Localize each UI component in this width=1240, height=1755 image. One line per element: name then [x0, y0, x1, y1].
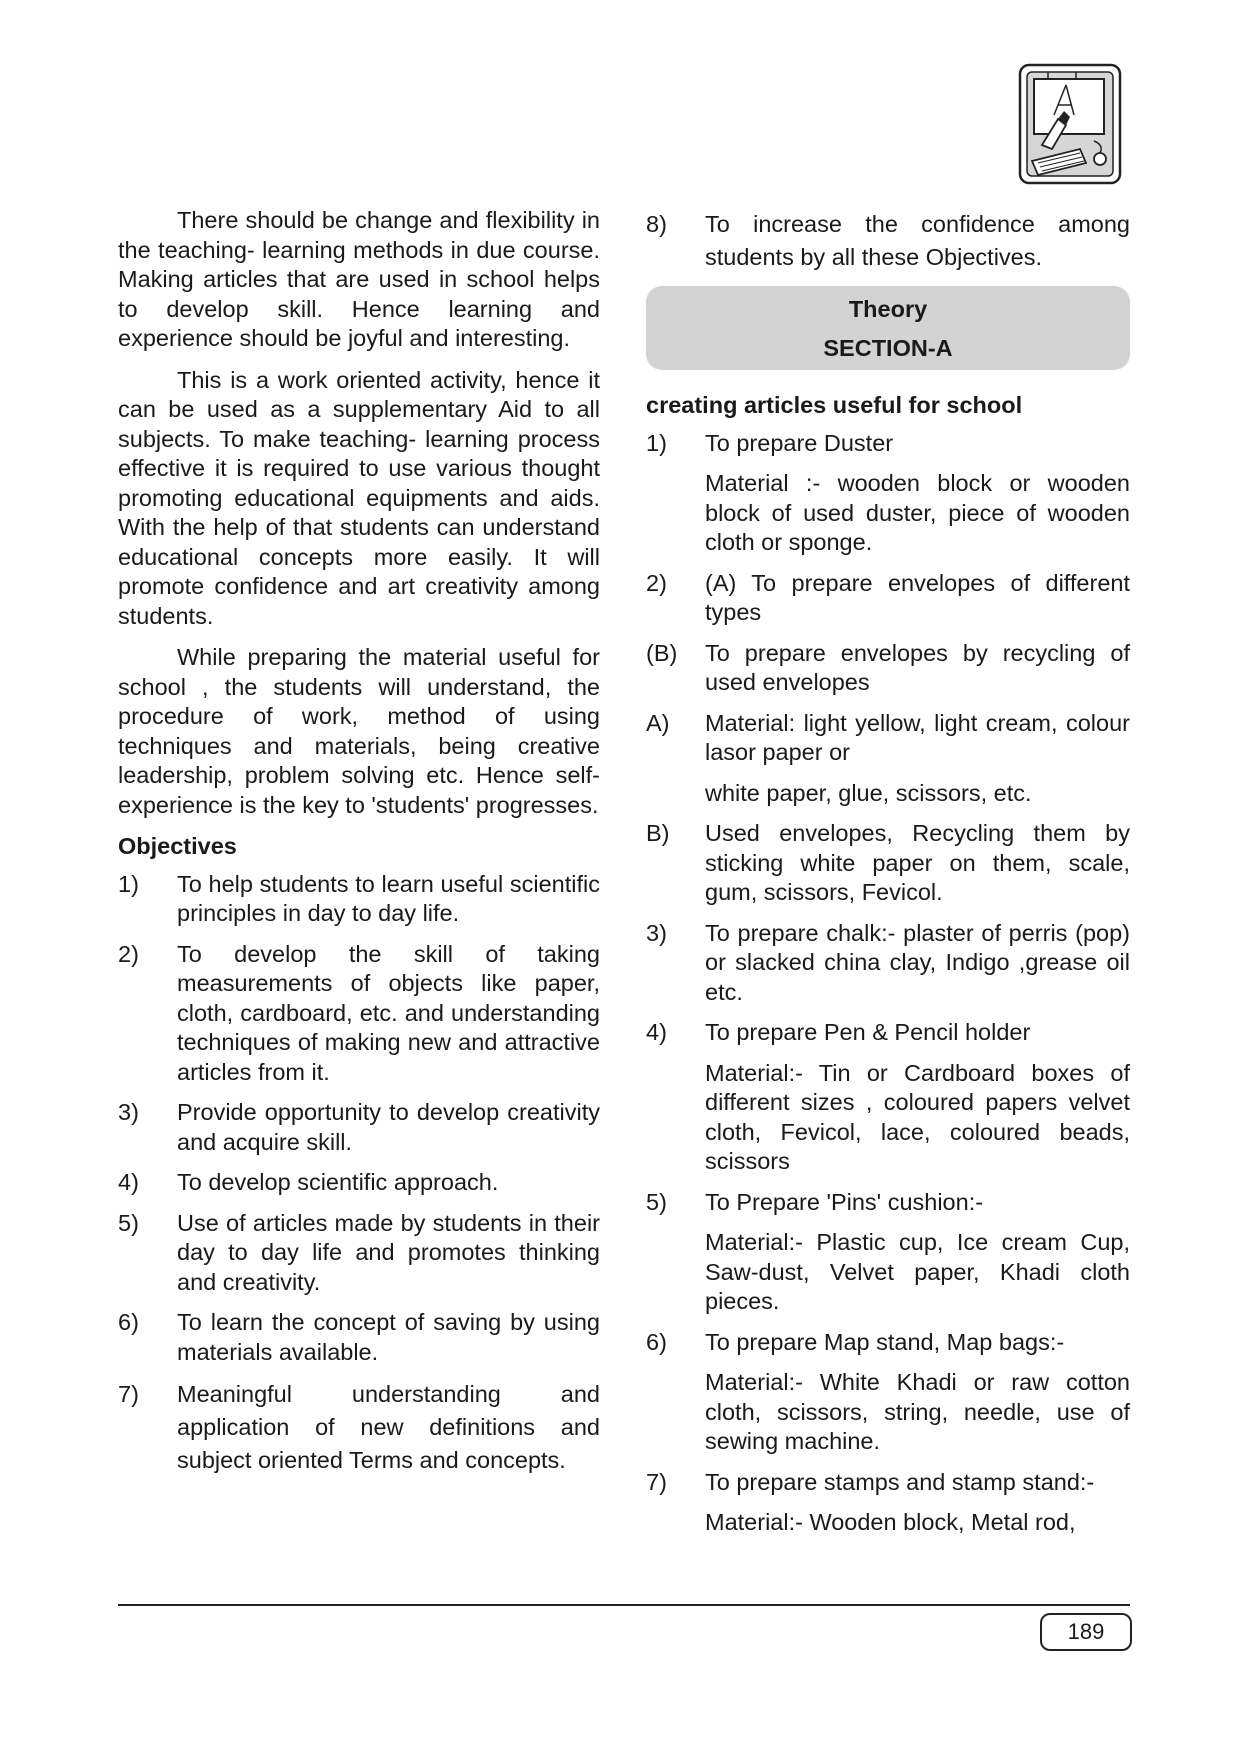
- section-title-box: [646, 286, 1130, 370]
- article-number: (B): [646, 639, 678, 666]
- article-number: 5): [646, 1188, 667, 1215]
- objective-item: [118, 870, 600, 929]
- intro-paragraph-2: This is a work oriented activity, hence it can be used as a supplementary Aid to all subjects. To make teaching- learning process effective it is required to use various thought promoting educational equipments and aids. With the help of that students can understand educational concepts more easily. It will promote confidence and art creativity among students.: [118, 366, 600, 629]
- left-column: [118, 206, 600, 1488]
- objective-number: 5): [118, 1209, 139, 1236]
- article-item: [646, 709, 1130, 768]
- material-text: Material:- White Khadi or raw cotton cloth, scissors, string, needle, use of sewing machine.: [705, 1369, 1130, 1454]
- objectives-heading: Objectives: [118, 833, 237, 859]
- article-title: To prepare Duster: [705, 429, 894, 456]
- intro-paragraph-1: There should be change and flexibility in the teaching- learning methods in due course. Making articles that are used in school helps to develop skill. Hence learning and experience should be joyful and interesting.: [118, 207, 600, 351]
- article-item: [646, 1328, 1130, 1358]
- objective-item: [118, 1209, 600, 1298]
- article-title: (A) To prepare envelopes of different types: [705, 569, 1130, 625]
- objective-item: [118, 940, 600, 1088]
- article-number: 1): [646, 429, 667, 456]
- article-number: 6): [646, 1328, 667, 1355]
- material-text: white paper, glue, scissors, etc.: [705, 779, 1032, 806]
- objective-number: 8): [646, 211, 667, 237]
- section-heading: creating articles useful for school: [646, 392, 1023, 418]
- objective-text: To increase the confidence among students by all these Objectives.: [705, 211, 1130, 270]
- objective-item: [118, 1098, 600, 1157]
- article-title: To prepare chalk:- plaster of perris (pop) or slacked china clay, Indigo ,grease oil etc.: [705, 919, 1130, 1005]
- article-item: [646, 429, 1130, 459]
- page-number: 189: [1040, 1613, 1132, 1651]
- article-number: 7): [646, 1468, 667, 1495]
- article-title: To prepare stamps and stamp stand:-: [705, 1468, 1095, 1495]
- objective-number: 3): [118, 1099, 139, 1125]
- objective-text: To help students to learn useful scientific principles in day to day life.: [177, 870, 600, 926]
- section-a-label: SECTION-A: [823, 335, 953, 361]
- objective-number: 2): [118, 940, 139, 967]
- intro-paragraph-3: While preparing the material useful for school , the students will understand, the procedure of work, method of using techniques and materials, being creative leadership, problem solving etc. Hence self-experience is the key to 'students' progresses.: [118, 644, 600, 818]
- article-title: To prepare Map stand, Map bags:-: [705, 1328, 1065, 1355]
- article-item: [646, 1468, 1130, 1498]
- objective-text: Provide opportunity to develop creativity and acquire skill.: [177, 1099, 600, 1155]
- article-item: [646, 1188, 1130, 1218]
- objective-text: Use of articles made by students in their day to day life and promotes thinking and creativity.: [177, 1209, 600, 1295]
- article-title: To Prepare 'Pins' cushion:-: [705, 1188, 984, 1215]
- objective-item: [118, 1378, 600, 1477]
- material-text: Material:- Tin or Cardboard boxes of different sizes , coloured papers velvet cloth, Fevicol, lace, coloured beads, scissors: [705, 1059, 1130, 1174]
- material-text: Material :- wooden block or wooden block of used duster, piece of wooden cloth or sponge.: [705, 470, 1130, 555]
- article-number: 3): [646, 919, 667, 946]
- article-title: To prepare Pen & Pencil holder: [705, 1019, 1031, 1045]
- article-item: [646, 819, 1130, 908]
- article-number: 4): [646, 1019, 667, 1045]
- objective-number: 1): [118, 870, 139, 897]
- article-number: B): [646, 820, 670, 846]
- right-column: [646, 208, 1130, 1549]
- article-item: [646, 1018, 1130, 1048]
- objective-text: To learn the concept of saving by using materials available.: [177, 1309, 600, 1365]
- computer-desk-icon: [1018, 63, 1122, 185]
- article-title: To prepare envelopes by recycling of used envelopes: [705, 639, 1130, 695]
- material-text: Material:- Plastic cup, Ice cream Cup, Saw-dust, Velvet paper, Khadi cloth pieces.: [705, 1229, 1130, 1314]
- objective-number: 4): [118, 1169, 139, 1195]
- article-number: 2): [646, 569, 667, 596]
- article-title: Material: light yellow, light cream, colour lasor paper or: [705, 709, 1130, 765]
- objective-item: [118, 1308, 600, 1367]
- objective-text: Meaningful understanding and application of new definitions and subject oriented Terms and concepts.: [177, 1381, 600, 1473]
- article-number: A): [646, 709, 670, 736]
- objective-text: To develop the skill of taking measurements of objects like paper, cloth, cardboard, etc. and understanding techniques of making new and attractive articles from it.: [177, 940, 600, 1085]
- footer-rule: [118, 1604, 1130, 1606]
- article-title: Used envelopes, Recycling them by sticking white paper on them, scale, gum, scissors, Fevicol.: [705, 820, 1130, 905]
- objective-text: To develop scientific approach.: [177, 1169, 499, 1195]
- objective-number: 6): [118, 1309, 139, 1335]
- objective-number: 7): [118, 1381, 139, 1407]
- objective-item: [118, 1168, 600, 1198]
- article-item: [646, 919, 1130, 1008]
- article-item: [646, 639, 1130, 698]
- article-item: [646, 569, 1130, 628]
- objective-item: [646, 208, 1130, 274]
- theory-label: Theory: [848, 296, 928, 322]
- material-text: Material:- Wooden block, Metal rod,: [705, 1509, 1076, 1535]
